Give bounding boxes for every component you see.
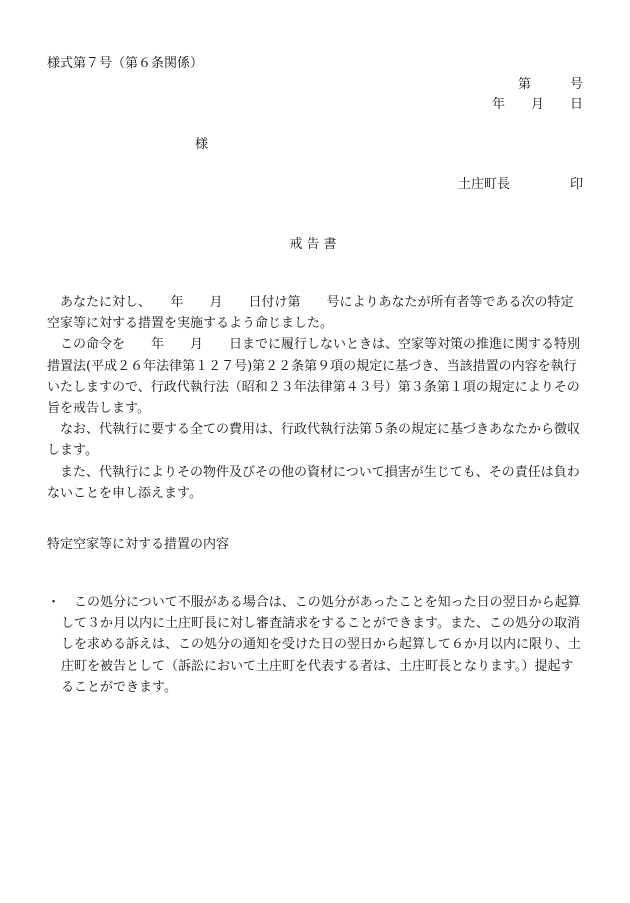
notice-bullet: ・ bbox=[47, 595, 61, 610]
body-paragraph: なお、代執行に要する全ての費用は、行政代執行法第５条の規定に基づきあなたから徴収します。 bbox=[47, 422, 581, 459]
issuer-block bbox=[458, 173, 583, 192]
warning-body bbox=[47, 292, 584, 504]
form-number: 様式第７号（第６条関係） bbox=[47, 56, 204, 71]
notice-text: この処分について不服がある場合は、この処分があったことを知った日の翌日から起算して３か月以内に土庄町長に対し審査請求をすることができます。また、この処分の取消しを求める訴えは、この処分の通知を受けた日の翌日から起算して６か月以内に限り、土庄町を被告として（訴訟において土庄町を代表する者は、土庄町長となります。）提起することができます。 bbox=[61, 595, 582, 695]
measures-heading: 特定空家等に対する措置の内容 bbox=[47, 537, 230, 552]
document-date: 年 月 日 bbox=[491, 97, 583, 112]
body-paragraph: この命令を 年 月 日までに履行しないときは、空家等対策の推進に関する特別措置法(平成２６年法律第１２７号)第２２条第９項の規定に基づき、当該措置の内容を執行いたしますので、行政代執行法（昭和２３年法律第４３号）第３条第１項の規定によりその旨を戒告します。 bbox=[47, 337, 581, 417]
addressee-honorific: 様 bbox=[195, 137, 209, 152]
body-paragraph: あなたに対し、 年 月 日付け第 号によりあなたが所有者等である次の特定空家等に対する措置を実施するよう命じました。 bbox=[47, 295, 574, 332]
seal-mark: 印 bbox=[569, 177, 583, 192]
issuer-title: 土庄町長 bbox=[457, 177, 510, 192]
body-paragraph: また、代執行によりその物件及びその他の資材について損害が生じても、その責任は負わないことを申し添えます。 bbox=[47, 464, 580, 501]
document-title: 戒告書 bbox=[289, 237, 341, 252]
appeal-notice bbox=[47, 592, 584, 698]
document-number: 第 号 bbox=[517, 77, 583, 92]
